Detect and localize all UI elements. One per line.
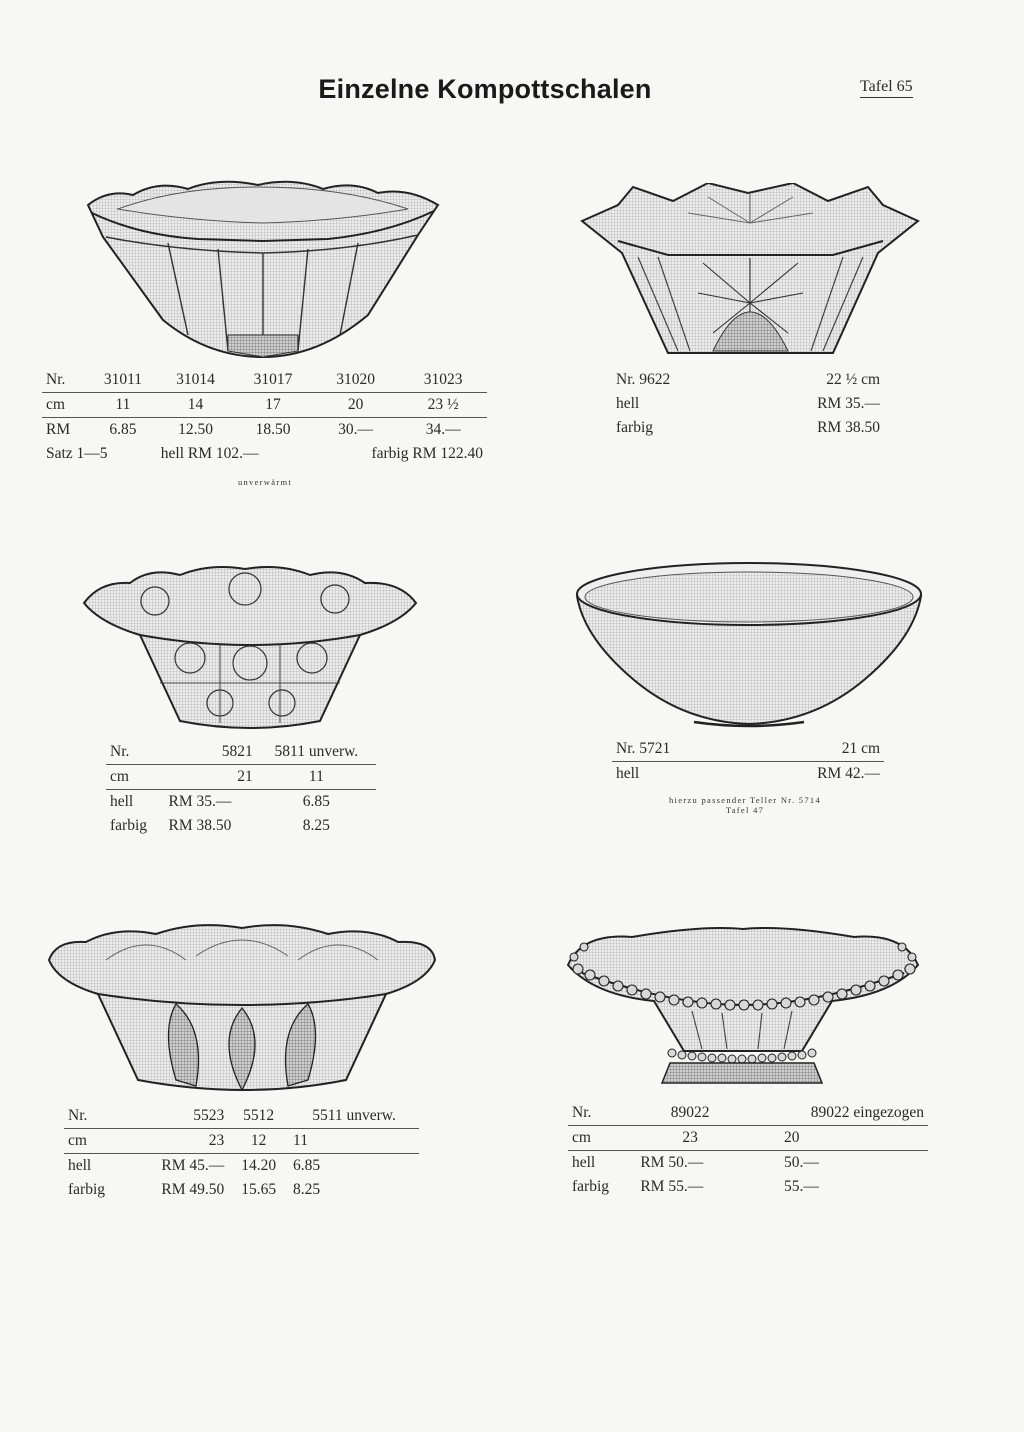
bowl-5821-illustration — [80, 563, 420, 733]
price-cell: 15.65 — [241, 1181, 277, 1198]
price-cell: 18.50 — [255, 421, 291, 438]
price-cell: RM 35.— — [168, 793, 232, 810]
number-cell: 89022 eingezogen — [744, 1101, 928, 1126]
number-cell: Nr. 9622 — [616, 371, 671, 388]
size-cell: 11 — [89, 393, 157, 418]
reference-note-line: hierzu passender Teller Nr. 5714 — [668, 795, 822, 805]
label-nr: Nr. — [568, 1101, 636, 1126]
label-farbig: farbig — [68, 1181, 106, 1198]
set-farbig-price: farbig RM 122.40 — [371, 445, 483, 462]
label-cm: cm — [64, 1129, 128, 1154]
set-hell-price: hell RM 102.— — [160, 445, 259, 462]
note-unverwaermt: unverwärmt — [237, 477, 293, 487]
price-cell: 8.25 — [302, 817, 330, 834]
plate-number: Tafel 65 — [860, 78, 913, 98]
label-cm: cm — [106, 765, 165, 790]
size-cell: 11 — [289, 1129, 419, 1154]
label-hell: hell — [616, 395, 640, 412]
set-label: Satz 1—5 — [46, 445, 108, 462]
price-cell: 55.— — [783, 1178, 819, 1195]
bowl-9622-illustration — [578, 183, 923, 361]
bowl-5523-table — [64, 1104, 419, 1202]
price-cell: RM 35.— — [817, 395, 880, 412]
size-cell: 23 — [128, 1129, 228, 1154]
label-farbig: farbig — [572, 1178, 610, 1195]
bowl-89022-table — [568, 1101, 928, 1199]
label-farbig: farbig — [110, 817, 148, 834]
number-cell: 31023 — [399, 368, 487, 393]
label-hell: hell — [68, 1157, 92, 1174]
price-cell: RM 49.50 — [161, 1181, 225, 1198]
label-rm: RM — [46, 421, 71, 438]
bowl-5721-illustration — [574, 560, 924, 730]
size-cell: 22 ½ cm — [826, 371, 880, 388]
page-title: Einzelne Kompottschalen — [318, 74, 652, 104]
label-nr: Nr. — [64, 1104, 128, 1129]
size-cell: 20 — [744, 1126, 928, 1151]
price-cell: 30.— — [338, 421, 373, 438]
bowl-89022-illustration — [562, 925, 924, 1087]
number-cell: 31011 — [89, 368, 157, 393]
number-cell: 31020 — [312, 368, 400, 393]
bowl-5721-table — [612, 737, 884, 786]
size-cell: 17 — [234, 393, 312, 418]
price-cell: 6.85 — [293, 1157, 321, 1174]
size-cell: 21 cm — [739, 737, 884, 762]
number-cell: 5512 — [228, 1104, 289, 1129]
number-cell: 5511 unverw. — [289, 1104, 419, 1129]
label-cm: cm — [42, 393, 89, 418]
price-cell: RM 50.— — [640, 1154, 704, 1171]
label-hell: hell — [616, 765, 640, 782]
size-cell: 23 — [636, 1126, 744, 1151]
size-cell: 21 — [165, 765, 257, 790]
number-cell: 5523 — [128, 1104, 228, 1129]
bowl-9622-table — [612, 368, 884, 440]
number-cell: 31014 — [157, 368, 235, 393]
reference-note — [620, 795, 870, 815]
price-cell: 6.85 — [302, 793, 330, 810]
reference-note-line: Tafel 47 — [725, 805, 765, 815]
price-cell: RM 38.50 — [168, 817, 232, 834]
price-cell: RM 42.— — [817, 765, 880, 782]
bowl-5523-illustration — [46, 920, 438, 1098]
label-hell: hell — [572, 1154, 596, 1171]
number-cell: 5811 unverw. — [257, 740, 376, 765]
size-cell: 11 — [257, 765, 376, 790]
size-cell: 14 — [157, 393, 235, 418]
price-cell: RM 38.50 — [817, 419, 880, 436]
price-cell: 12.50 — [178, 421, 213, 438]
bowl-5821-table — [106, 740, 376, 838]
price-cell: 50.— — [783, 1154, 819, 1171]
price-cell: 8.25 — [293, 1181, 321, 1198]
bowl-31011-illustration — [78, 175, 448, 365]
label-nr: Nr. — [106, 740, 165, 765]
price-cell: RM 55.— — [640, 1178, 704, 1195]
price-cell: 14.20 — [241, 1157, 277, 1174]
price-cell: 6.85 — [109, 421, 137, 438]
label-hell: hell — [110, 793, 134, 810]
number-cell: 31017 — [234, 368, 312, 393]
number-cell: 89022 — [636, 1101, 744, 1126]
number-cell: Nr. 5721 — [612, 737, 739, 762]
price-cell: 34.— — [425, 421, 461, 438]
label-farbig: farbig — [616, 419, 654, 436]
label-nr: Nr. — [42, 368, 89, 393]
number-cell: 5821 — [165, 740, 257, 765]
price-cell: RM 45.— — [161, 1157, 225, 1174]
bowl-31011-table — [42, 368, 487, 466]
label-cm: cm — [568, 1126, 636, 1151]
size-cell: 12 — [228, 1129, 289, 1154]
size-cell: 20 — [312, 393, 400, 418]
size-cell: 23 ½ — [399, 393, 487, 418]
